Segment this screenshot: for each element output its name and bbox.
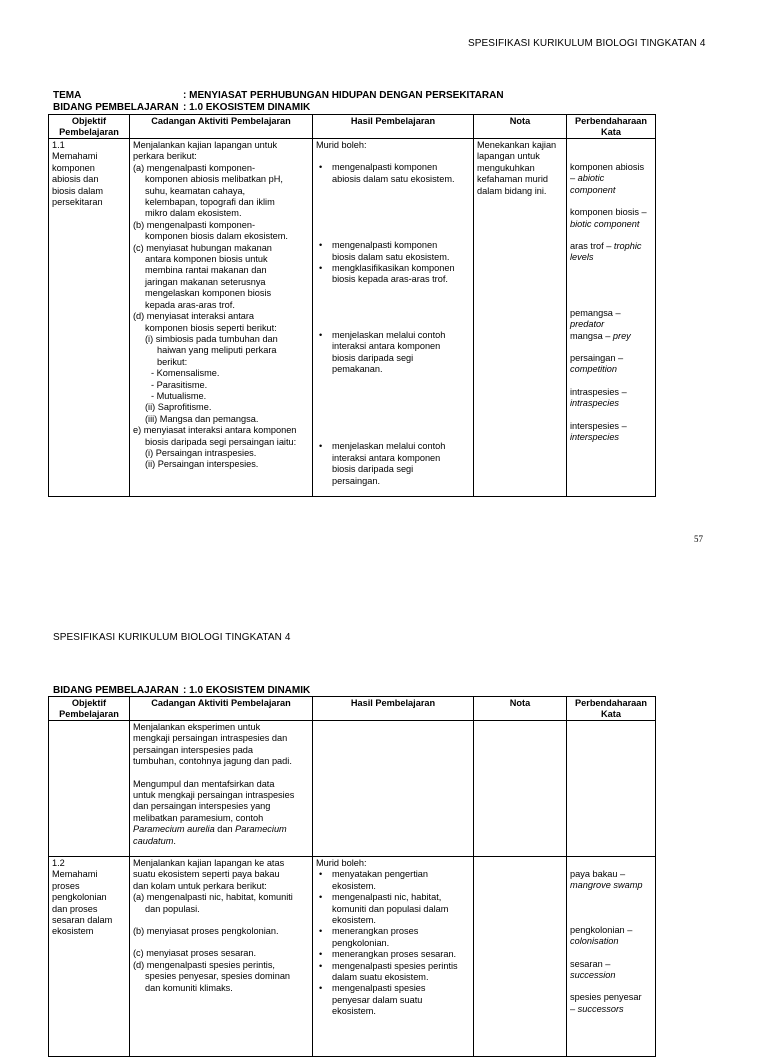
nota-cell <box>474 857 567 1057</box>
kata-cell: paya bakau – mangrove swamp pengkolonian – colonisation sesaran – succession spesies penyesar – successors <box>567 857 656 1057</box>
bidang-value: : 1.0 EKOSISTEM DINAMIK <box>183 102 311 113</box>
hasil-cell <box>313 721 474 857</box>
hasil-cell: Murid boleh: • mengenalpasti komponen abiosis dalam satu ekosistem. • mengenalpasti komponen biosis dalam satu ekosistem. • mengklasifikasikan komponen biosis kepada aras-aras trof. • menjelaskan melalui contoh interaksi antara komponen biosis daripada segi pemakanan. • menjelaskan melalui contoh interaksi antara komponen biosis daripada segi persaingan. <box>313 139 474 497</box>
list-item: • menjelaskan melalui contoh interaksi antara komponen biosis daripada segi persaingan. <box>316 441 470 487</box>
col-nota: Nota <box>474 115 567 139</box>
list-item: • mengenalpasti komponen biosis dalam satu ekosistem. <box>316 240 470 263</box>
list-item: • mengenalpasti spesies perintis dalam suatu ekosistem. <box>316 961 470 984</box>
col-kata: Perbendaharaan Kata <box>567 115 656 139</box>
nota-cell <box>474 721 567 857</box>
cadangan-cell: Menjalankan eksperimen untuk mengkaji persaingan intraspesies dan persaingan interspesies pada tumbuhan, contohnya jagung dan padi. Mengumpul dan mentafsirkan data untuk mengkaji persaingan intraspesies dan persaingan interspesies yang melibatkan paramesium, contoh Paramecium aurelia dan Paramecium caudatum. <box>130 721 313 857</box>
list-item: • menjelaskan melalui contoh interaksi antara komponen biosis daripada segi pemakanan. <box>316 330 470 376</box>
hasil-cell: Murid boleh: • menyatakan pengertian ekosistem. • mengenalpasti nic, habitat, komuniti dan populasi dalam ekosistem. • menerangkan proses pengkolonian. • menerangkan proses sesaran. • mengenalpasti spesies perintis dalam suatu ekosistem. • mengenalpasti spesies penyesar dalam suatu ekosistem. <box>313 857 474 1057</box>
nota-cell: Menekankan kajian lapangan untuk mengukuhkan kefahaman murid dalam bidang ini. <box>474 139 567 497</box>
kata-cell: komponen abiosis – abiotic component komponen biosis – biotic component aras trof – trophic levels pemangsa – predator mangsa – prey persaingan – competition intraspesies – intraspecies interspesies – interspecies <box>567 139 656 497</box>
curriculum-table-1 <box>48 114 656 497</box>
col-hasil: Hasil Pembelajaran <box>313 115 474 139</box>
kata-cell <box>567 721 656 857</box>
list-item: • mengklasifikasikan komponen biosis kepada aras-aras trof. <box>316 263 470 286</box>
list-item: • menyatakan pengertian ekosistem. <box>316 869 470 892</box>
col-hasil: Hasil Pembelajaran <box>313 697 474 721</box>
objektif-cell <box>49 721 130 857</box>
list-item: • menerangkan proses pengkolonian. <box>316 926 470 949</box>
col-kata: Perbendaharaan Kata <box>567 697 656 721</box>
page-header: SPESIFIKASI KURIKULUM BIOLOGI TINGKATAN 4 <box>468 38 706 49</box>
list-item: • mengenalpasti komponen abiosis dalam satu ekosistem. <box>316 162 470 185</box>
page-header: SPESIFIKASI KURIKULUM BIOLOGI TINGKATAN 4 <box>53 632 291 643</box>
bidang-label: BIDANG PEMBELAJARAN <box>53 685 179 696</box>
col-nota: Nota <box>474 697 567 721</box>
bidang-label: BIDANG PEMBELAJARAN <box>53 102 179 113</box>
objektif-cell: 1.1 Memahami komponen abiosis dan biosis dalam persekitaran <box>49 139 130 497</box>
curriculum-table-2 <box>48 696 656 1057</box>
col-objektif: Objektif Pembelajaran <box>49 697 130 721</box>
cadangan-cell: Menjalankan kajian lapangan ke atas suatu ekosistem seperti paya bakau dan kolam untuk perkara berikut: (a) mengenalpasti nic, habitat, komuniti dan populasi. (b) menyiasat proses pengkolonian. (c) menyiasat proses sesaran. (d) mengenalpasti spesies perintis, spesies penyesar, spesies dominan dan komuniti klimaks. <box>130 857 313 1057</box>
tema-label: TEMA <box>53 90 82 101</box>
col-cadangan: Cadangan Aktiviti Pembelajaran <box>130 115 313 139</box>
list-item: • mengenalpasti nic, habitat, komuniti dan populasi dalam ekosistem. <box>316 892 470 926</box>
bidang-value: : 1.0 EKOSISTEM DINAMIK <box>183 685 311 696</box>
list-item: • mengenalpasti spesies penyesar dalam suatu ekosistem. <box>316 983 470 1017</box>
objektif-cell: 1.2 Memahami proses pengkolonian dan proses sesaran dalam ekosistem <box>49 857 130 1057</box>
bidang-line <box>53 102 310 114</box>
col-objektif: Objektif Pembelajaran <box>49 115 130 139</box>
col-cadangan: Cadangan Aktiviti Pembelajaran <box>130 697 313 721</box>
cadangan-cell: Menjalankan kajian lapangan untuk perkara berikut: (a) mengenalpasti komponen- komponen abiosis melibatkan pH, suhu, keamatan cahaya, kelembapan, topografi dan iklim mikro dalam ekosistem. (b) mengenalpasti komponen- komponen biosis dalam ekosistem. (c) menyiasat hubungan makanan antara komponen biosis untuk membina rantai makanan dan jaringan makanan seterusnya mengelaskan komponen biosis kepada aras-aras trof. (d) menyiasat interaksi antara komponen biosis seperti berikut: (i) simbiosis pada tumbuhan dan haiwan yang meliputi perkara berikut: - Komensalisme. - Parasitisme. - Mutualisme. (ii) Saprofitisme. (iii) Mangsa dan pemangsa. e) menyiasat interaksi antara komponen biosis daripada segi persaingan iaitu: (i) Persaingan intraspesies. (ii) Persaingan interspesies. <box>130 139 313 497</box>
list-item: • menerangkan proses sesaran. <box>316 949 470 960</box>
tema-value: : MENYIASAT PERHUBUNGAN HIDUPAN DENGAN PERSEKITARAN <box>183 90 504 101</box>
page-number: 57 <box>694 534 703 544</box>
tema-line <box>53 90 504 102</box>
